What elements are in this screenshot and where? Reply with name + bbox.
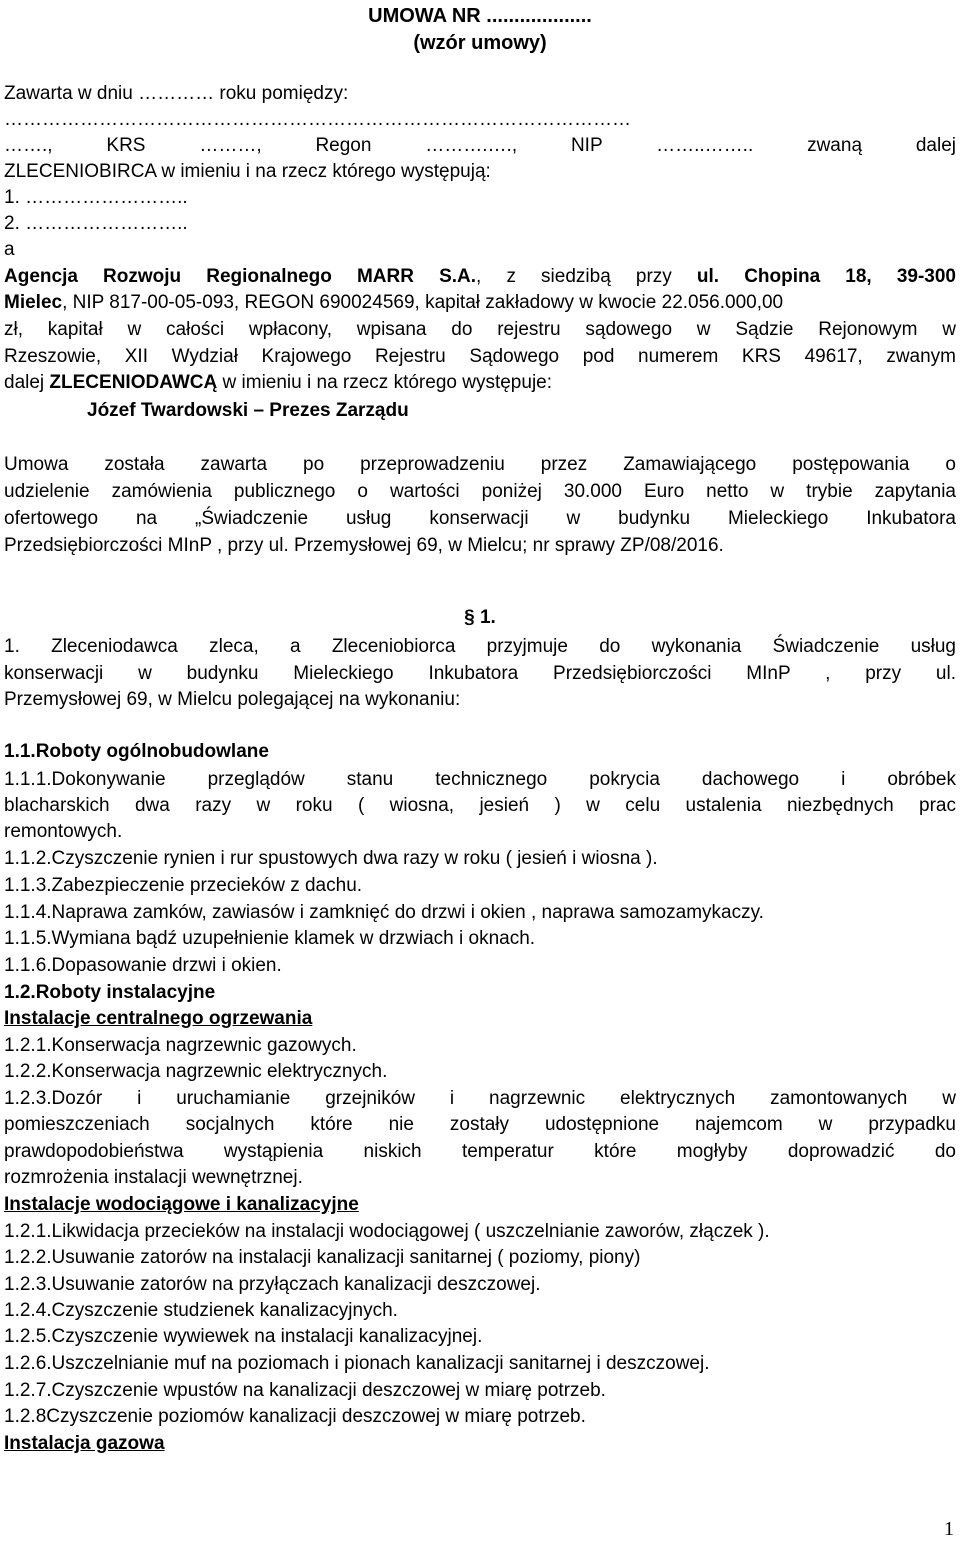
page-number: 1 <box>944 1518 954 1540</box>
list-item: remontowych. <box>4 821 123 842</box>
list-item: 1.1.5.Wymiana bądź uzupełnienie klamek w drzwiach i oknach. <box>4 928 536 949</box>
list-item: pomieszczeniach socjalnych które nie zostały udostępnione najemcom w przypadku <box>4 1114 956 1135</box>
intro-registry-line: ……., KRS ………, Regon ……….…., NIP ……..…….. zwaną dalej <box>4 135 956 156</box>
list-item: 1.2.2.Konserwacja nagrzewnic elektrycznych. <box>4 1061 388 1082</box>
clause-line: Przemysłowej 69, w Mielcu polegającej na wykonaniu: <box>4 689 461 710</box>
list-item: 1.1.2.Czyszczenie rynien i rur spustowych dwa razy w roku ( jesień i wiosna ). <box>4 848 658 869</box>
list-item: 1.1.3.Zabezpieczenie przecieków z dachu. <box>4 875 363 896</box>
list-item: 1.1.6.Dopasowanie drzwi i okien. <box>4 955 282 976</box>
agency-line: zł, kapitał w całości wpłacony, wpisana do rejestru sądowego w Sądzie Rejonowym w <box>4 319 956 340</box>
list-item: rozmrożenia instalacji wewnętrznej. <box>4 1167 303 1188</box>
list-item: 1.2.1.Konserwacja nagrzewnic gazowych. <box>4 1035 357 1056</box>
list-item: prawdopodobieństwa wystąpienia niskich temperatur które mogłyby doprowadzić do <box>4 1141 956 1162</box>
contractor-label: ZLECENIOBIRCA <box>4 161 157 182</box>
list-item: blacharskich dwa razy w roku ( wiosna, jesień ) w celu ustalenia niezbędnych prac <box>4 795 956 816</box>
subsection-heading: Instalacja gazowa <box>4 1433 165 1454</box>
list-item: 1.2.3.Usuwanie zatorów na przyłączach kanalizacji deszczowej. <box>4 1274 541 1295</box>
representative-name: Józef Twardowski – Prezes Zarządu <box>87 400 409 421</box>
representative-2: 2. …………………….. <box>4 213 188 234</box>
clause-line: konserwacji w budynku Mieleckiego Inkubatora Przedsiębiorczości MInP , przy ul. <box>4 663 956 684</box>
agency-name: Agencja Rozwoju Regionalnego MARR S.A. <box>4 266 477 287</box>
contract-subtitle: (wzór umowy) <box>413 32 547 54</box>
subsection-heading: Instalacje centralnego ogrzewania <box>4 1008 313 1029</box>
works-heading: 1.2.Roboty instalacyjne <box>4 982 216 1003</box>
intro-party-line: ZLECENIOBIRCA w imieniu i na rzecz którego występują: <box>4 161 491 182</box>
section-heading: § 1. <box>464 607 496 628</box>
representative-1: 1. …………………….. <box>4 187 188 208</box>
list-item: 1.2.1.Likwidacja przecieków na instalacji wodociągowej ( uszczelnianie zaworów, złączek ). <box>4 1221 770 1242</box>
subsection-heading: Instalacje wodociągowe i kanalizacyjne <box>4 1194 359 1215</box>
intro-line: Zawarta w dniu ………… roku pomiędzy: <box>4 83 349 104</box>
list-item: 1.2.6.Uszczelnianie muf na poziomach i pionach kanalizacji sanitarnej i deszczowej. <box>4 1353 710 1374</box>
list-item: 1.2.2.Usuwanie zatorów na instalacji kanalizacji sanitarnej ( poziomy, piony) <box>4 1247 641 1268</box>
list-item: 1.2.4.Czyszczenie studzienek kanalizacyjnych. <box>4 1300 398 1321</box>
agency-line: Mielec, NIP 817-00-05-093, REGON 690024569, kapitał zakładowy w kwocie 22.056.000,00 <box>4 292 784 313</box>
list-item: 1.2.8Czyszczenie poziomów kanalizacji deszczowej w miarę potrzeb. <box>4 1406 586 1427</box>
list-item: 1.2.5.Czyszczenie wywiewek na instalacji kanalizacyjnej. <box>4 1326 483 1347</box>
recital-line: Przedsiębiorczości MInP , przy ul. Przemysłowej 69, w Mielcu; nr sprawy ZP/08/2016. <box>4 535 724 556</box>
agency-line: Rzeszowie, XII Wydział Krajowego Rejestru Sądowego pod numerem KRS 49617, zwanym <box>4 346 956 367</box>
agency-line: Agencja Rozwoju Regionalnego MARR S.A., z siedzibą przy ul. Chopina 18, 39-300 <box>4 266 956 287</box>
agency-line: dalej ZLECENIODAWCĄ w imieniu i na rzecz którego występuje: <box>4 372 553 393</box>
clause-line: 1. Zleceniodawca zleca, a Zleceniobiorca przyjmuje do wykonania Świadczenie usług <box>4 636 956 657</box>
recital-line: ofertowego na „Świadczenie usług konserwacji w budynku Mieleckiego Inkubatora <box>4 508 956 529</box>
works-heading: 1.1.Roboty ogólnobudowlane <box>4 741 269 762</box>
list-item: 1.2.3.Dozór i uruchamianie grzejników i nagrzewnic elektrycznych zamontowanych w <box>4 1088 956 1109</box>
recital-line: Umowa została zawarta po przeprowadzeniu przez Zamawiającego postępowania o <box>4 454 956 475</box>
contract-title: UMOWA NR ................... <box>368 5 592 27</box>
list-item: 1.2.7.Czyszczenie wpustów na kanalizacji deszczowej w miarę potrzeb. <box>4 1380 606 1401</box>
conjunction: a <box>4 239 15 260</box>
list-item: 1.1.4.Naprawa zamków, zawiasów i zamknięć do drzwi i okien , naprawa samozamykaczy. <box>4 902 764 923</box>
client-label: ZLECENIODAWCĄ <box>49 372 218 393</box>
recital-line: udzielenie zamówienia publicznego o wartości poniżej 30.000 Euro netto w trybie zapytania <box>4 481 956 502</box>
intro-dotted-line: ……………………………………………………………………………………… <box>4 109 631 130</box>
list-item: 1.1.1.Dokonywanie przeglądów stanu technicznego pokrycia dachowego i obróbek <box>4 769 956 790</box>
